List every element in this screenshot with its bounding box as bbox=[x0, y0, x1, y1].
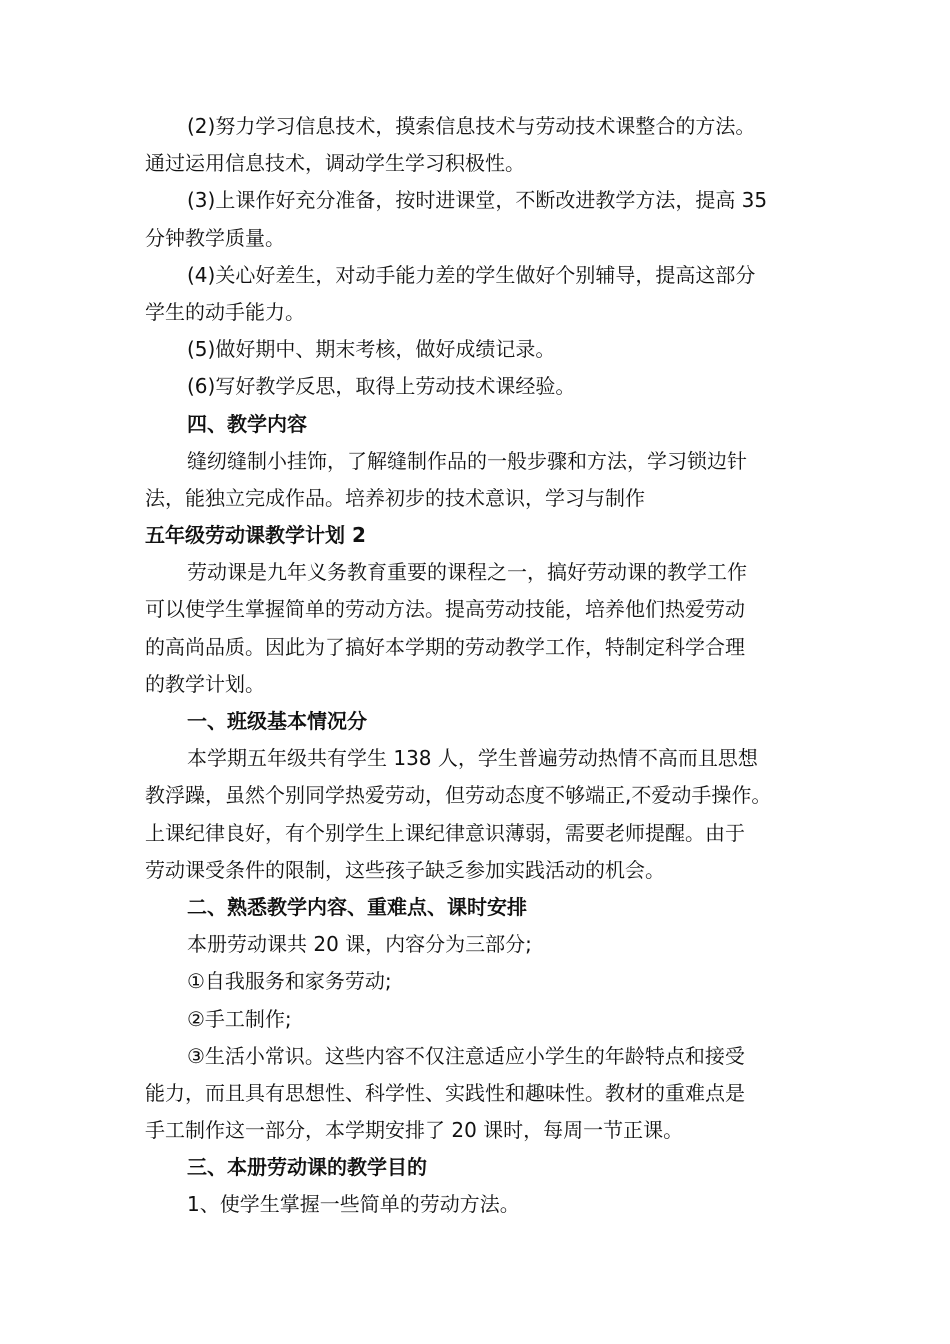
text-line: (5)做好期中、期末考核，做好成绩记录。 bbox=[187, 337, 556, 362]
section-heading: 三、本册劳动课的教学目的 bbox=[187, 1155, 427, 1180]
text-line: 本册劳动课共 20 课，内容分为三部分; bbox=[187, 932, 532, 957]
section-heading: 二、熟悉教学内容、重难点、课时安排 bbox=[187, 894, 527, 919]
text-line: 手工制作这一部分，本学期安排了 20 课时，每周一节正课。 bbox=[145, 1118, 684, 1143]
text-line: (6)写好教学反思，取得上劳动技术课经验。 bbox=[187, 374, 576, 399]
text-line: 劳动课受条件的限制，这些孩子缺乏参加实践活动的机会。 bbox=[145, 857, 665, 882]
section-heading: 一、班级基本情况分 bbox=[187, 709, 367, 733]
section-heading: 四、教学内容 bbox=[187, 411, 307, 436]
text-line: 缝纫缝制小挂饰，了解缝制作品的一般步骤和方法，学习锁边针 bbox=[187, 448, 747, 473]
text-line: 通过运用信息技术，调动学生学习积极性。 bbox=[145, 151, 525, 176]
text-line: 劳动课是九年义务教育重要的课程之一，搞好劳动课的教学工作 bbox=[187, 560, 747, 585]
text-line: 学生的动手能力。 bbox=[145, 299, 305, 324]
text-line: ②手工制作; bbox=[187, 1006, 292, 1031]
text-line: 法，能独立完成作品。培养初步的技术意识，学习与制作 bbox=[145, 485, 645, 510]
document-page bbox=[145, 108, 825, 1224]
section-heading: 五年级劳动课教学计划 2 bbox=[145, 523, 366, 548]
text-line: 教浮躁，虽然个别同学热爱劳动，但劳动态度不够端正,不爱动手操作。 bbox=[145, 783, 772, 808]
text-line: 上课纪律良好，有个别学生上课纪律意识薄弱，需要老师提醒。由于 bbox=[145, 820, 745, 845]
text-line: 分钟教学质量。 bbox=[145, 225, 285, 250]
text-line: ①自我服务和家务劳动; bbox=[187, 969, 392, 994]
text-line: (4)关心好差生，对动手能力差的学生做好个别辅导，提高这部分 bbox=[187, 262, 756, 287]
text-line: 可以使学生掌握简单的劳动方法。提高劳动技能，培养他们热爱劳动 bbox=[145, 597, 745, 622]
text-line: 的教学计划。 bbox=[145, 671, 265, 696]
text-line: (2)努力学习信息技术，摸索信息技术与劳动技术课整合的方法。 bbox=[187, 114, 756, 138]
text-line: (3)上课作好充分准备，按时进课堂，不断改进教学方法，提高 35 bbox=[187, 188, 768, 213]
text-line: 的高尚品质。因此为了搞好本学期的劳动教学工作，特制定科学合理 bbox=[145, 634, 745, 659]
text-line: 能力，而且具有思想性、科学性、实践性和趣味性。教材的重难点是 bbox=[145, 1080, 745, 1105]
text-line: ③生活小常识。这些内容不仅注意适应小学生的年龄特点和接受 bbox=[187, 1043, 745, 1068]
text-line: 本学期五年级共有学生 138 人，学生普遍劳动热情不高而且思想 bbox=[187, 746, 758, 771]
text-line: 1、使学生掌握一些简单的劳动方法。 bbox=[187, 1192, 520, 1217]
